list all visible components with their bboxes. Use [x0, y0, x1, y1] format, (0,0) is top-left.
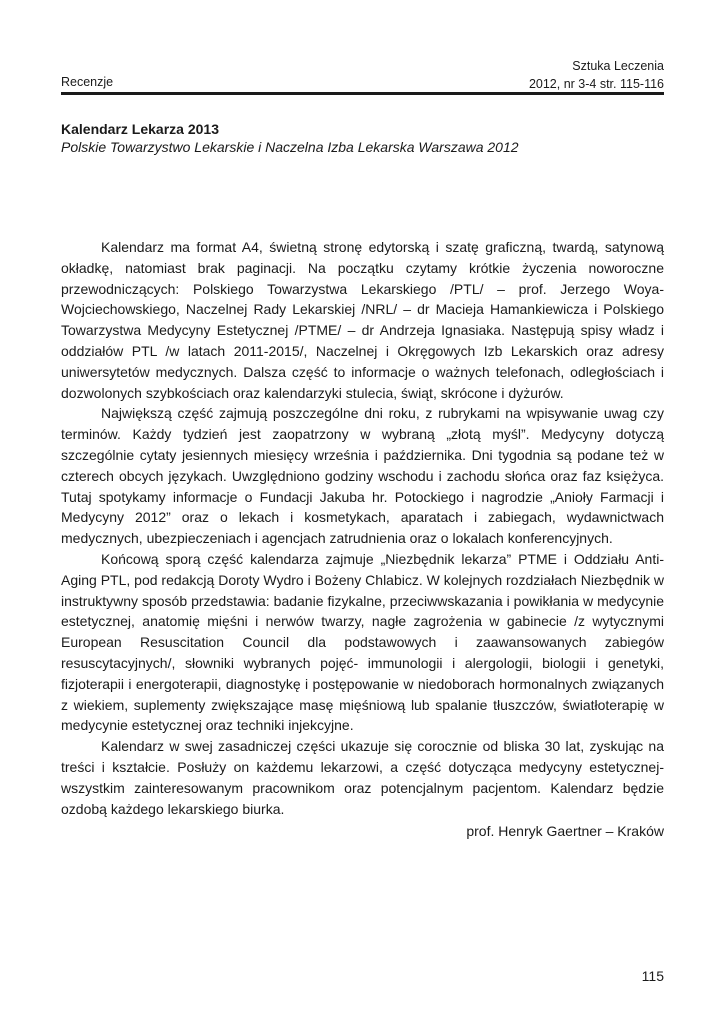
- paragraph: Kalendarz w swej zasadniczej części ukazuje się corocznie od bliska 30 lat, zyskując na treści i kształcie. Posłuży on każdemu lekarzowi, a część dotycząca medycyny estetycznej- wszystkim zainteresowanym pracownikom oraz potencjalnym pacjentom. Kalendarz będzie ozdobą każdego lekarskiego biurka.: [61, 738, 664, 817]
- article-subtitle: Polskie Towarzystwo Lekarskie i Naczelna Izba Lekarska Warszawa 2012: [61, 139, 519, 155]
- paragraph: Największą część zajmują poszczególne dni roku, z rubrykami na wpisywanie uwag czy terminów. Każdy tydzień jest zaopatrzony w wybraną „złotą myśl”. Medycyny dotyczą szczególnie cytaty jesiennych miesięcy września i października. Dni tygodnia są podane też w czterech obcych językach. Uwzględniono godziny wschodu i zachodu słońca oraz faz księżyca. Tutaj spotykamy informacje o Fundacji Jakuba hr. Potockiego i nagrodzie „Anioły Farmacji i Medycyny 2012” oraz o lekach i kosmetykach, aparatach i zabiegach, wydawnictwach medycznych, ubezpieczeniach i agencjach zatrudnienia oraz o lokalach konferencyjnych.: [61, 405, 664, 547]
- journal-name: Sztuka Leczenia: [572, 59, 664, 73]
- journal-header: [529, 57, 664, 93]
- article-body: [61, 237, 664, 819]
- section-label: Recenzje: [61, 75, 114, 89]
- article-title: Kalendarz Lekarza 2013: [61, 121, 219, 137]
- journal-citation: 2012, nr 3-4 str. 115-116: [528, 77, 664, 91]
- header-rule: [61, 92, 664, 95]
- paragraph: Końcową sporą część kalendarza zajmuje „Niezbędnik lekarza” PTME i Oddziału Anti-Aging PTL, pod redakcją Doroty Wydro i Bożeny Chlabicz. W kolejnych rozdziałach Niezbędnik w instruktywny sposób przedstawia: badanie fizykalne, przeciwwskazania i powikłania w medycynie estetycznej, anatomię mięśni i nerwów twarzy, nagłe zagrożenia w gabinecie /z wytycznymi European Resuscitation Council dla podstawowych i zaawansowanych zabiegów resuscytacyjnych/, słowniki wybranych pojęć- immunologii i alergologii, biologii i genetyki, fizjoterapii i energoterapii, diagnostykę i postępowanie w niedoborach hormonalnych związanych z wiekiem, suplementy zwiększające masę mięśniową lub spalanie tłuszczów, światłoterapię w medycynie estetycznej oraz techniki injekcyjne.: [61, 550, 664, 734]
- paragraph: Kalendarz ma format A4, świetną stronę edytorską i szatę graficzną, twardą, satynową okładkę, natomiast brak paginacji. Na początku czytamy krótkie życzenia noworoczne przewodniczących: Polskiego Towarzystwa Lekarskiego /PTL/ – prof. Jerzego Woya-Wojciechowskiego, Naczelnej Rady Lekarskiej /NRL/ – dr Macieja Hamankiewicza i Polskiego Towarzystwa Medycyny Estetycznej /PTME/ – dr Andrzeja Ignasiaka. Następują spisy władz i oddziałów PTL /w latach 2011-2015/, Naczelnej i Okręgowych Izb Lekarskich oraz adresy uniwersytetów medycznych. Dalsza część to informacje o ważnych telefonach, odległościach i dozwolonych szybkościach oraz kalendarzyki stulecia, świąt, skrócone i dyżurów.: [61, 239, 664, 401]
- author-signature: prof. Henryk Gaertner – Kraków: [466, 823, 664, 839]
- page-number: 115: [641, 968, 664, 984]
